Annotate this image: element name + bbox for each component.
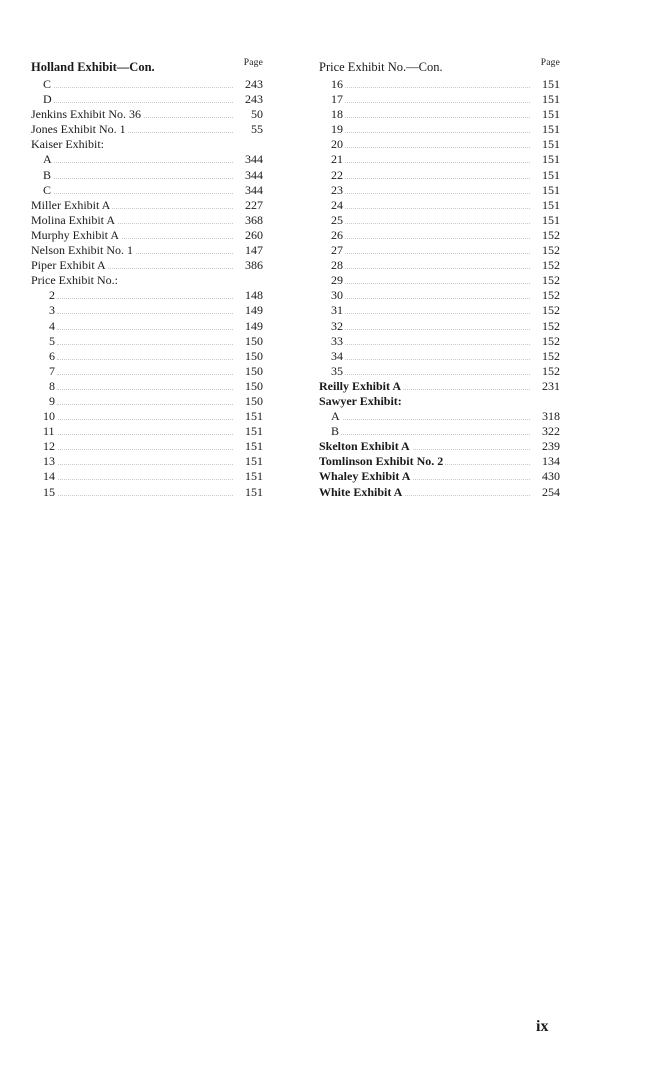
index-entry-label: 28 [331,258,343,273]
dot-leader [57,374,243,375]
index-entry-label: A [43,152,52,167]
index-entry [319,454,560,469]
index-entry-label: 15 [43,484,55,499]
dot-leader [339,132,540,133]
index-entry-page: 150 [233,364,263,379]
dot-leader [339,238,540,239]
index-entry-label: Murphy Exhibit A [31,227,120,242]
index-entry-page: 152 [530,334,560,349]
dot-leader [57,359,243,360]
index-entry [31,485,263,500]
dot-leader [51,102,243,103]
index-entry-label: Piper Exhibit A [31,258,106,273]
dot-leader [339,102,540,103]
index-entry [31,439,263,454]
index-entry-page: 152 [530,319,560,334]
index-entry-label: 24 [331,197,343,212]
index-entry-page: 151 [233,424,263,439]
index-entry-page: 243 [233,77,263,92]
dot-leader [339,253,540,254]
index-entry-label: 2 [49,288,55,303]
index-entry-page: 151 [530,152,560,167]
index-entry [319,228,560,243]
index-entry-label: Jenkins Exhibit No. 36 [31,107,141,122]
index-entry-page: 55 [233,122,263,137]
index-entry [319,394,560,409]
index-entry-label: Nelson Exhibit No. 1 [31,243,133,258]
index-entry-page: 322 [530,424,560,439]
index-entry-label: 5 [49,333,55,348]
index-entry-label: 26 [331,227,343,242]
index-entry [31,77,263,92]
dot-leader [339,208,540,209]
left-page-column-label: Page [243,58,263,68]
index-entry [319,349,560,364]
dot-leader [51,178,243,179]
index-entry [31,92,263,107]
dot-leader [51,464,243,465]
index-entry-label: 18 [331,107,343,122]
index-entry [31,198,263,213]
index-entry-page: 134 [530,454,560,469]
index-entry-label: 35 [331,363,343,378]
index-entry-page: 152 [530,228,560,243]
index-entry-label: 33 [331,333,343,348]
index-entry-label: 11 [43,424,55,439]
index-entry [319,168,560,183]
left-index-entries [31,77,263,500]
dot-leader [339,87,540,88]
index-entry-page: 150 [233,379,263,394]
index-entry-label: B [43,167,52,182]
dot-leader [339,374,540,375]
index-entry [319,379,560,394]
index-entry [31,107,263,122]
index-entry-page: 152 [530,273,560,288]
index-entry-label: 21 [331,152,343,167]
index-entry-page: 231 [530,379,560,394]
dot-leader [57,313,243,314]
index-entry [319,485,560,500]
index-entry [319,243,560,258]
dot-leader [57,389,243,390]
index-entry-page: 368 [233,213,263,228]
index-entry-label: 19 [331,122,343,137]
index-entry-label: 7 [49,363,55,378]
dot-leader [339,223,540,224]
index-entry [319,288,560,303]
index-entry-page: 152 [530,303,560,318]
dot-leader [57,344,243,345]
index-entry-label: 12 [43,439,55,454]
index-entry [31,469,263,484]
index-entry [31,394,263,409]
index-entry-page: 151 [530,198,560,213]
index-entry [319,122,560,137]
dot-leader [339,283,540,284]
index-entry-page: 227 [233,198,263,213]
index-entry-label: 25 [331,212,343,227]
index-entry-label: Price Exhibit No.: [31,273,118,288]
index-entry-label: 29 [331,273,343,288]
index-entry-label: 8 [49,378,55,393]
index-entry-page: 152 [530,364,560,379]
index-entry-page: 147 [233,243,263,258]
index-entry [31,303,263,318]
index-entry [319,152,560,167]
index-entry [31,334,263,349]
index-entry-label: C [43,182,52,197]
index-entry-label: 34 [331,348,343,363]
right-page-column-label: Page [540,58,560,68]
index-entry-page: 148 [233,288,263,303]
index-entry-page: 260 [233,228,263,243]
index-entry [31,213,263,228]
index-entry [31,243,263,258]
index-entry-page: 151 [233,439,263,454]
index-entry-page: 344 [233,168,263,183]
index-entry [31,183,263,198]
index-entry [31,364,263,379]
index-entry [31,288,263,303]
index-entry-label: 3 [49,303,55,318]
index-entry [319,107,560,122]
index-entry-page: 344 [233,183,263,198]
index-entry-label: Whaley Exhibit A [319,469,411,484]
index-entry [31,379,263,394]
left-column-heading: Holland Exhibit—Con. [31,60,155,74]
index-entry [319,198,560,213]
dot-leader [339,162,540,163]
dot-leader [339,313,540,314]
index-entry-page: 254 [530,485,560,500]
dot-leader [51,434,243,435]
index-entry [319,409,560,424]
index-entry-page: 151 [530,213,560,228]
index-entry-page: 318 [530,409,560,424]
index-entry-page: 243 [233,92,263,107]
index-entry-page: 151 [530,107,560,122]
dot-leader [339,147,540,148]
dot-leader [57,298,243,299]
index-entry [31,228,263,243]
dot-leader [339,434,540,435]
dot-leader [339,178,540,179]
index-entry-page: 151 [530,183,560,198]
index-entry-page: 151 [233,409,263,424]
page-number: ix [536,1018,549,1035]
index-entry-label: B [331,424,340,439]
index-entry-label: 10 [43,409,55,424]
index-entry-page: 151 [233,469,263,484]
index-entry [319,273,560,288]
dot-leader [339,329,540,330]
index-entry-label: 27 [331,243,343,258]
index-entry-label: 6 [49,348,55,363]
index-entry [319,303,560,318]
index-entry-page: 151 [530,92,560,107]
index-entry-page: 151 [233,454,263,469]
index-entry-label: 22 [331,167,343,182]
index-entry-label: 16 [331,77,343,91]
dot-leader [51,449,243,450]
dot-leader [339,268,540,269]
index-entry [31,273,263,288]
right-column-heading: Price Exhibit No.—Con. [319,60,443,74]
index-entry [319,213,560,228]
index-entry-label: 13 [43,454,55,469]
index-entry-label: 23 [331,182,343,197]
index-entry-label: Sawyer Exhibit: [319,393,402,408]
index-entry [319,469,560,484]
index-entry-page: 152 [530,349,560,364]
index-entry-page: 152 [530,243,560,258]
index-entry-page: 430 [530,469,560,484]
index-entry [319,92,560,107]
index-entry-label: 30 [331,288,343,303]
index-entry [319,439,560,454]
dot-leader [51,419,243,420]
index-entry [319,364,560,379]
index-entry-page: 150 [233,349,263,364]
index-entry-page: 151 [530,168,560,183]
dot-leader [51,495,243,496]
index-entry-page: 151 [233,485,263,500]
index-entry [319,77,560,92]
index-entry [31,122,263,137]
index-entry-label: A [331,409,340,424]
index-left-column [31,58,263,500]
index-entry-page: 151 [530,77,560,92]
index-entry-page: 239 [530,439,560,454]
index-entry-label: 20 [331,137,343,152]
index-entry-label: Jones Exhibit No. 1 [31,122,126,137]
dot-leader [51,87,243,88]
dot-leader [51,193,243,194]
index-entry-page: 50 [233,107,263,122]
right-index-entries [319,77,560,500]
right-column-header [319,58,560,77]
index-entry-page: 386 [233,258,263,273]
index-entry-label: 17 [331,92,343,107]
dot-leader [339,117,540,118]
index-right-column [319,58,560,500]
index-entry [31,137,263,152]
dot-leader [339,359,540,360]
index-entry [319,258,560,273]
dot-leader [339,193,540,194]
index-entry-label: 32 [331,318,343,333]
index-entry [319,137,560,152]
index-entry [31,152,263,167]
index-entry-label: Skelton Exhibit A [319,439,410,454]
index-entry [31,349,263,364]
index-entry [319,334,560,349]
dot-leader [57,404,243,405]
index-entry [31,258,263,273]
index-entry [319,319,560,334]
dot-leader [57,329,243,330]
index-entry [31,319,263,334]
index-entry-label: White Exhibit A [319,484,403,499]
index-entry-label: Kaiser Exhibit: [31,137,104,152]
index-entry-label: 31 [331,303,343,318]
index-entry-label: Molina Exhibit A [31,212,115,227]
index-entry [31,409,263,424]
index-entry [31,168,263,183]
dot-leader [339,298,540,299]
index-entry-page: 152 [530,288,560,303]
index-entry-label: 14 [43,469,55,484]
index-entry-page: 151 [530,122,560,137]
index-entry-label: 9 [49,393,55,408]
dot-leader [339,344,540,345]
index-entry-page: 149 [233,319,263,334]
index-entry-label: Tomlinson Exhibit No. 2 [319,454,444,469]
index-entry-label: Reilly Exhibit A [319,378,402,393]
dot-leader [51,162,243,163]
index-entry [31,424,263,439]
index-entry-label: D [43,92,52,107]
index-entry-page: 150 [233,334,263,349]
index-entry-page: 152 [530,258,560,273]
index-entry-page: 151 [530,137,560,152]
index-entry-page: 344 [233,152,263,167]
index-entry [319,183,560,198]
left-column-header [31,58,263,77]
index-entry-page: 149 [233,303,263,318]
dot-leader [51,479,243,480]
index-entry-label: C [43,77,52,91]
index-entry [31,454,263,469]
index-entry-label: 4 [49,318,55,333]
index-entry-label: Miller Exhibit A [31,197,111,212]
index-entry-page: 150 [233,394,263,409]
dot-leader [339,419,540,420]
index-entry [319,424,560,439]
